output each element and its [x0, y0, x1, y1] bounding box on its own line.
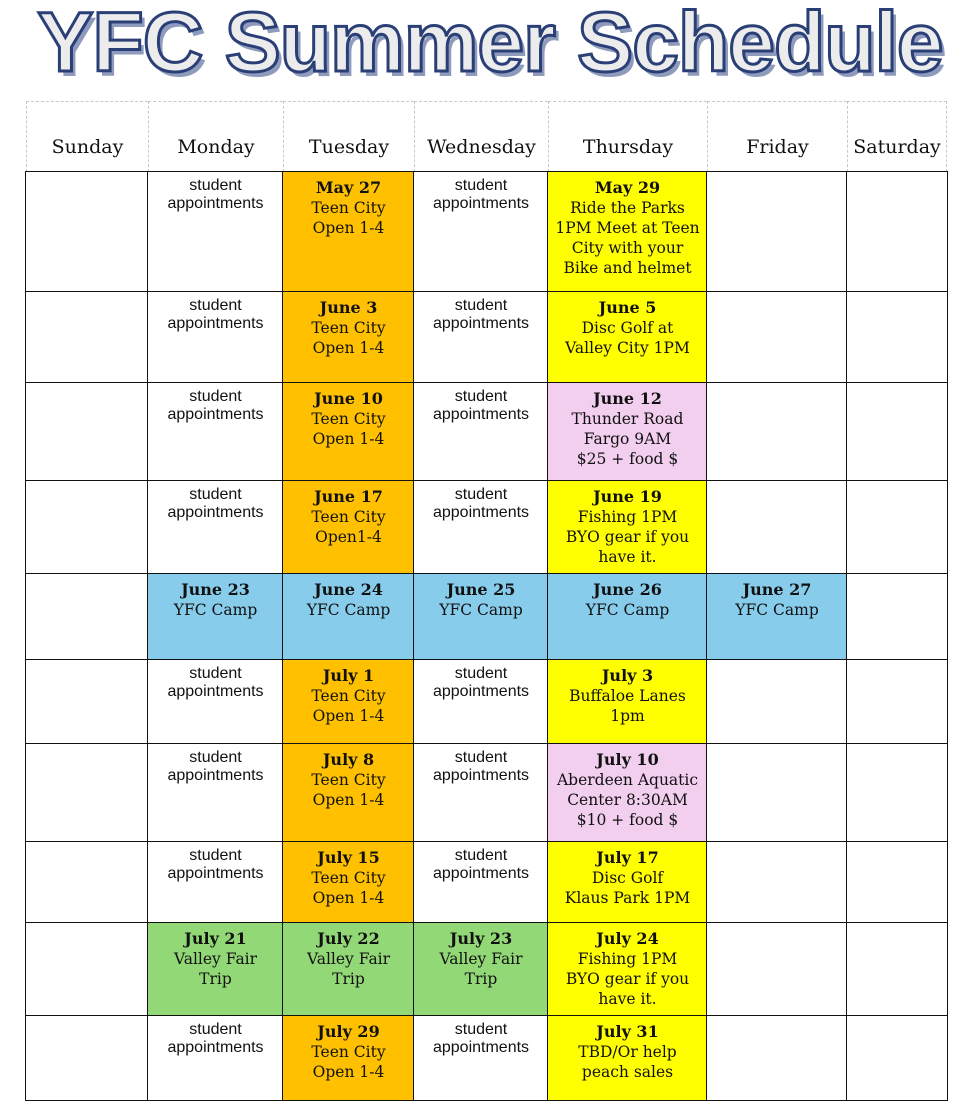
event-date: May 27 — [315, 178, 382, 198]
event-description: Thunder Road Fargo 9AM $25 + food $ — [571, 410, 684, 469]
event-cell — [547, 382, 708, 482]
empty-day-cell — [25, 659, 149, 745]
day-header-friday: Friday — [707, 101, 847, 172]
appointment-text: student appointments — [432, 388, 530, 424]
appointment-text: student appointments — [167, 388, 264, 424]
event-cell — [547, 659, 708, 745]
event-date: July 1 — [322, 666, 375, 686]
appointment-cell — [413, 291, 549, 384]
empty-day-cell — [25, 382, 149, 482]
event-description: Fishing 1PM BYO gear if you have it. — [565, 950, 690, 1009]
event-description: Valley Fair Trip — [439, 950, 523, 989]
event-cell — [547, 743, 708, 843]
event-date: June 25 — [446, 580, 516, 600]
appointment-cell — [147, 841, 284, 924]
event-date: June 26 — [593, 580, 662, 600]
appointment-text: student appointments — [432, 847, 530, 883]
event-cell — [547, 573, 708, 661]
day-header-monday: Monday — [148, 101, 283, 172]
day-header-saturday: Saturday — [847, 101, 947, 172]
empty-day-cell — [846, 573, 948, 661]
empty-day-cell — [846, 743, 948, 843]
empty-day-cell — [846, 480, 948, 575]
empty-day-cell — [706, 382, 848, 482]
day-header-wednesday: Wednesday — [414, 101, 548, 172]
event-description: Teen City Open 1-4 — [311, 410, 386, 449]
event-cell — [147, 922, 284, 1017]
event-date: July 24 — [596, 929, 659, 949]
appointment-cell — [413, 382, 549, 482]
appointment-cell — [147, 171, 284, 293]
event-date: July 8 — [322, 750, 375, 770]
day-header-tuesday: Tuesday — [283, 101, 414, 172]
appointment-cell — [413, 743, 549, 843]
empty-day-cell — [25, 1015, 149, 1101]
appointment-text: student appointments — [167, 177, 264, 213]
appointment-text: student appointments — [167, 297, 264, 333]
event-description: Ride the Parks 1PM Meet at Teen City with your Bike and helmet — [555, 199, 700, 278]
event-cell — [547, 171, 708, 293]
appointment-text: student appointments — [432, 749, 530, 785]
appointment-cell — [147, 1015, 284, 1101]
day-header-thursday: Thursday — [548, 101, 707, 172]
empty-day-cell — [846, 841, 948, 924]
appointment-text: student appointments — [167, 665, 264, 701]
event-cell — [147, 573, 284, 661]
event-description: Fishing 1PM BYO gear if you have it. — [565, 508, 690, 567]
event-cell — [413, 573, 549, 661]
event-date: July 15 — [317, 848, 380, 868]
event-date: July 17 — [596, 848, 659, 868]
event-description: Valley Fair Trip — [306, 950, 391, 989]
event-cell — [413, 922, 549, 1017]
event-description: Aberdeen Aquatic Center 8:30AM $10 + food $ — [556, 771, 699, 830]
empty-day-cell — [706, 171, 848, 293]
appointment-cell — [147, 480, 284, 575]
appointment-text: student appointments — [432, 1021, 530, 1057]
event-date: July 29 — [317, 1022, 380, 1042]
event-description: YFC Camp — [585, 601, 670, 620]
event-description: Teen City Open 1-4 — [311, 319, 386, 358]
event-description: Teen City Open 1-4 — [311, 1043, 386, 1082]
event-date: July 31 — [596, 1022, 659, 1042]
event-cell — [547, 922, 708, 1017]
empty-day-cell — [25, 922, 149, 1017]
event-description: Teen City Open 1-4 — [311, 869, 386, 908]
event-date: May 29 — [594, 178, 661, 198]
event-description: Teen City Open 1-4 — [311, 771, 386, 810]
day-header-sunday: Sunday — [26, 101, 148, 172]
event-cell — [282, 841, 415, 924]
empty-day-cell — [706, 1015, 848, 1101]
event-description: Teen City Open1-4 — [311, 508, 386, 547]
event-date: June 19 — [593, 487, 662, 507]
appointment-text: student appointments — [432, 665, 530, 701]
event-date: June 24 — [314, 580, 383, 600]
event-cell — [282, 659, 415, 745]
event-description: YFC Camp — [173, 601, 258, 620]
event-cell — [282, 743, 415, 843]
empty-day-cell — [706, 291, 848, 384]
event-description: Disc Golf Klaus Park 1PM — [564, 869, 691, 908]
event-cell — [282, 480, 415, 575]
event-description: Valley Fair Trip — [173, 950, 258, 989]
appointment-cell — [413, 480, 549, 575]
appointment-text: student appointments — [167, 847, 264, 883]
event-cell — [706, 573, 848, 661]
event-description: YFC Camp — [306, 601, 391, 620]
empty-day-cell — [25, 171, 149, 293]
empty-day-cell — [25, 743, 149, 843]
event-cell — [547, 291, 708, 384]
event-cell — [547, 841, 708, 924]
event-date: June 10 — [314, 389, 383, 409]
page-title: YFC Summer Schedule — [37, 0, 943, 89]
event-date: July 10 — [596, 750, 659, 770]
empty-day-cell — [25, 480, 149, 575]
event-cell — [282, 171, 415, 293]
event-description: Teen City Open 1-4 — [311, 199, 386, 238]
appointment-text: student appointments — [432, 486, 530, 522]
empty-day-cell — [846, 659, 948, 745]
appointment-text: student appointments — [167, 749, 264, 785]
event-date: June 27 — [742, 580, 812, 600]
appointment-cell — [147, 659, 284, 745]
appointment-text: student appointments — [167, 486, 264, 522]
empty-day-cell — [846, 171, 948, 293]
empty-day-cell — [25, 291, 149, 384]
appointment-text: student appointments — [432, 297, 530, 333]
event-date: July 23 — [449, 929, 513, 949]
empty-day-cell — [706, 922, 848, 1017]
appointment-cell — [413, 1015, 549, 1101]
appointment-cell — [147, 382, 284, 482]
event-date: June 23 — [181, 580, 250, 600]
event-cell — [547, 480, 708, 575]
empty-day-cell — [25, 841, 149, 924]
event-date: July 21 — [184, 929, 247, 949]
event-cell — [282, 382, 415, 482]
empty-day-cell — [706, 659, 848, 745]
empty-day-cell — [846, 291, 948, 384]
appointment-cell — [413, 659, 549, 745]
empty-day-cell — [846, 922, 948, 1017]
event-description: Teen City Open 1-4 — [311, 687, 386, 726]
event-date: July 22 — [317, 929, 380, 949]
event-description: TBD/Or help peach sales — [578, 1043, 677, 1082]
event-cell — [282, 573, 415, 661]
event-cell — [282, 291, 415, 384]
empty-day-cell — [706, 480, 848, 575]
event-description: YFC Camp — [735, 601, 819, 620]
empty-day-cell — [706, 841, 848, 924]
empty-day-cell — [846, 382, 948, 482]
empty-day-cell — [846, 1015, 948, 1101]
event-date: July 3 — [601, 666, 654, 686]
event-cell — [282, 922, 415, 1017]
event-date: June 5 — [598, 298, 657, 318]
event-description: YFC Camp — [439, 601, 523, 620]
event-date: June 12 — [593, 389, 662, 409]
empty-day-cell — [25, 573, 149, 661]
appointment-cell — [147, 743, 284, 843]
appointment-text: student appointments — [167, 1021, 264, 1057]
event-date: June 17 — [314, 487, 383, 507]
empty-day-cell — [706, 743, 848, 843]
event-cell — [282, 1015, 415, 1101]
event-cell — [547, 1015, 708, 1101]
appointment-cell — [413, 841, 549, 924]
event-date: June 3 — [319, 298, 378, 318]
appointment-text: student appointments — [432, 177, 530, 213]
appointment-cell — [413, 171, 549, 293]
appointment-cell — [147, 291, 284, 384]
event-description: Buffaloe Lanes 1pm — [569, 687, 686, 726]
event-description: Disc Golf at Valley City 1PM — [565, 319, 690, 358]
